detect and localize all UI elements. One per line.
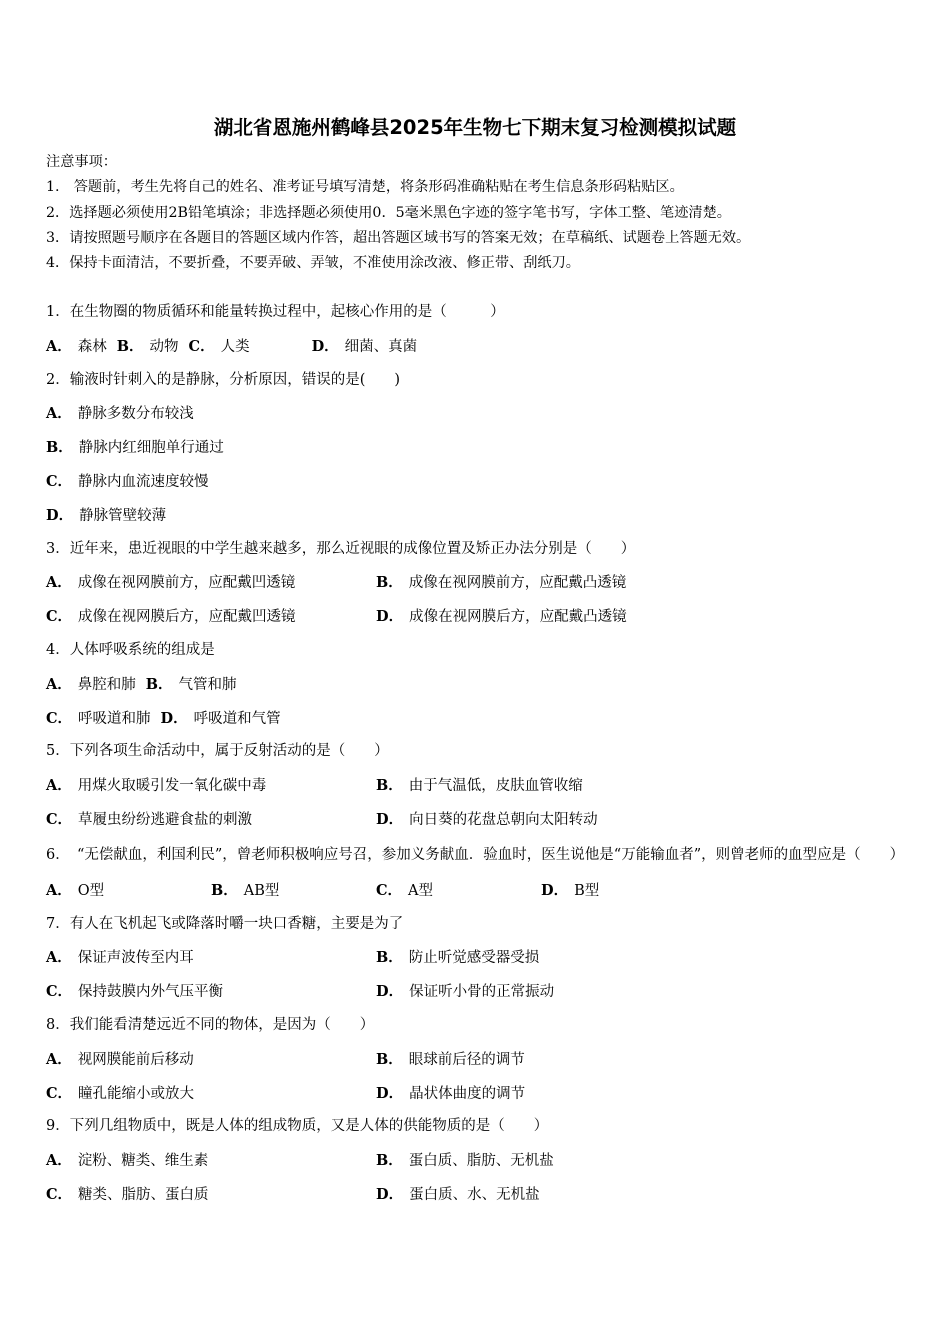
- question-2: [46, 364, 916, 533]
- option-a[interactable]: A． 成像在视网膜前方，应配戴凹透镜: [46, 574, 296, 592]
- option-d[interactable]: D． B型: [541, 881, 600, 899]
- option-d[interactable]: D． 呼吸道和气管: [160, 709, 281, 727]
- option-row: [46, 874, 916, 908]
- option-row: [46, 330, 916, 364]
- question-4: [46, 634, 916, 735]
- option-row: [46, 1043, 916, 1077]
- option-row: [46, 702, 916, 736]
- option-d[interactable]: D． 向日葵的花盘总朝向太阳转动: [376, 810, 598, 828]
- notice-section: [46, 150, 916, 276]
- option-b[interactable]: B． 成像在视网膜前方，应配戴凸透镜: [376, 574, 627, 592]
- option-c[interactable]: C． 草履虫纷纷逃避食盐的刺激: [46, 810, 253, 828]
- option-a[interactable]: A． 森林: [46, 337, 107, 355]
- question-7: [46, 908, 916, 1009]
- option-a[interactable]: A． 保证声波传至内耳: [46, 949, 194, 967]
- option-row: [46, 1144, 916, 1178]
- option-b[interactable]: B． 防止听觉感受器受损: [376, 949, 540, 967]
- option-row: [46, 600, 916, 634]
- question-3: [46, 533, 916, 634]
- option-b[interactable]: B． 由于气温低，皮肤血管收缩: [376, 777, 583, 795]
- option-c[interactable]: C． A型: [376, 881, 434, 899]
- option-c[interactable]: C． 成像在视网膜后方，应配戴凹透镜: [46, 608, 296, 626]
- option-a[interactable]: A． 淀粉、糖类、维生素: [46, 1152, 209, 1170]
- page-title: 湖北省恩施州鹤峰县2025年生物七下期末复习检测模拟试题: [213, 116, 737, 139]
- question-stem: 3．近年来，患近视眼的中学生越来越多，那么近视眼的成像位置及矫正办法分别是（ ）: [46, 540, 636, 557]
- question-list: [46, 296, 916, 1212]
- option-d[interactable]: D． 蛋白质、水、无机盐: [376, 1185, 540, 1203]
- option-b[interactable]: B． 眼球前后径的调节: [376, 1050, 525, 1068]
- question-stem: 6． “无偿献血，利国利民”，曾老师积极响应号召，参加义务献血．验血时，医生说他是“万能输血者”，则曾老师的血型应是（ ）: [46, 846, 905, 863]
- option-a[interactable]: A． 用煤火取暖引发一氧化碳中毒: [46, 777, 267, 795]
- option-b[interactable]: B． 动物: [116, 337, 179, 355]
- question-stem: 4．人体呼吸系统的组成是: [46, 641, 215, 658]
- option-row: [46, 431, 916, 465]
- option-row: [46, 1077, 916, 1111]
- option-d[interactable]: D． 成像在视网膜后方，应配戴凸透镜: [376, 608, 627, 626]
- question-8: [46, 1009, 916, 1110]
- question-stem: 8．我们能看清楚远近不同的物体，是因为（ ）: [46, 1016, 375, 1033]
- option-c[interactable]: C． 静脉内血流速度较慢: [46, 472, 209, 490]
- option-a[interactable]: A． O型: [46, 881, 105, 899]
- option-row: [46, 941, 916, 975]
- notice-item: 4．保持卡面清洁，不要折叠，不要弄破、弄皱，不准使用涂改液、修正带、刮纸刀。: [46, 255, 580, 272]
- question-6: [46, 837, 916, 908]
- option-row: [46, 499, 916, 533]
- option-b[interactable]: B． AB型: [211, 881, 280, 899]
- option-row: [46, 397, 916, 431]
- option-c[interactable]: C． 保持鼓膜内外气压平衡: [46, 983, 224, 1001]
- option-row: [46, 465, 916, 499]
- option-c[interactable]: C． 糖类、脂肪、蛋白质: [46, 1185, 209, 1203]
- question-stem: 2．输液时针刺入的是静脉，分析原因，错误的是( ): [46, 371, 401, 388]
- notice-item: 2．选择题必须使用2B铅笔填涂；非选择题必须使用0．5毫米黑色字迹的签字笔书写，字体工整、笔迹清楚。: [46, 204, 731, 221]
- question-stem: 7．有人在飞机起飞或降落时嚼一块口香糖，主要是为了: [46, 915, 404, 932]
- option-b[interactable]: B． 气管和肺: [145, 675, 237, 693]
- question-9: [46, 1110, 916, 1211]
- option-c[interactable]: C． 呼吸道和肺: [46, 709, 151, 727]
- option-row: [46, 566, 916, 600]
- option-b[interactable]: B． 蛋白质、脂肪、无机盐: [376, 1152, 554, 1170]
- notice-heading: 注意事项：: [46, 154, 117, 170]
- option-b[interactable]: B． 静脉内红细胞单行通过: [46, 439, 224, 457]
- option-a[interactable]: A． 静脉多数分布较浅: [46, 405, 194, 423]
- option-d[interactable]: D． 晶状体曲度的调节: [376, 1084, 526, 1102]
- option-a[interactable]: A． 视网膜能前后移动: [46, 1050, 194, 1068]
- notice-item: 3．请按照题号顺序在各题目的答题区域内作答，超出答题区域书写的答案无效；在草稿纸、试题卷上答题无效。: [46, 229, 751, 246]
- option-row: [46, 668, 916, 702]
- option-row: [46, 975, 916, 1009]
- question-5: [46, 735, 916, 836]
- option-row: [46, 769, 916, 803]
- option-d[interactable]: D． 静脉管壁较薄: [46, 506, 167, 524]
- question-1: [46, 296, 916, 364]
- option-row: [46, 803, 916, 837]
- option-a[interactable]: A． 鼻腔和肺: [46, 675, 136, 693]
- question-stem: 9．下列几组物质中，既是人体的组成物质，又是人体的供能物质的是（ ）: [46, 1118, 549, 1135]
- option-d[interactable]: D． 细菌、真菌: [311, 337, 418, 355]
- question-stem: 1．在生物圈的物质循环和能量转换过程中，起核心作用的是（ ）: [46, 304, 505, 320]
- option-c[interactable]: C． 人类: [188, 337, 250, 355]
- notice-item: 1. 答题前，考生先将自己的姓名、准考证号填写清楚，将条形码准确粘贴在考生信息条形码粘贴区。: [46, 179, 684, 196]
- option-d[interactable]: D． 保证听小骨的正常振动: [376, 983, 555, 1001]
- option-c[interactable]: C． 瞳孔能缩小或放大: [46, 1084, 195, 1102]
- question-stem: 5．下列各项生命活动中，属于反射活动的是（ ）: [46, 743, 389, 760]
- option-row: [46, 1178, 916, 1212]
